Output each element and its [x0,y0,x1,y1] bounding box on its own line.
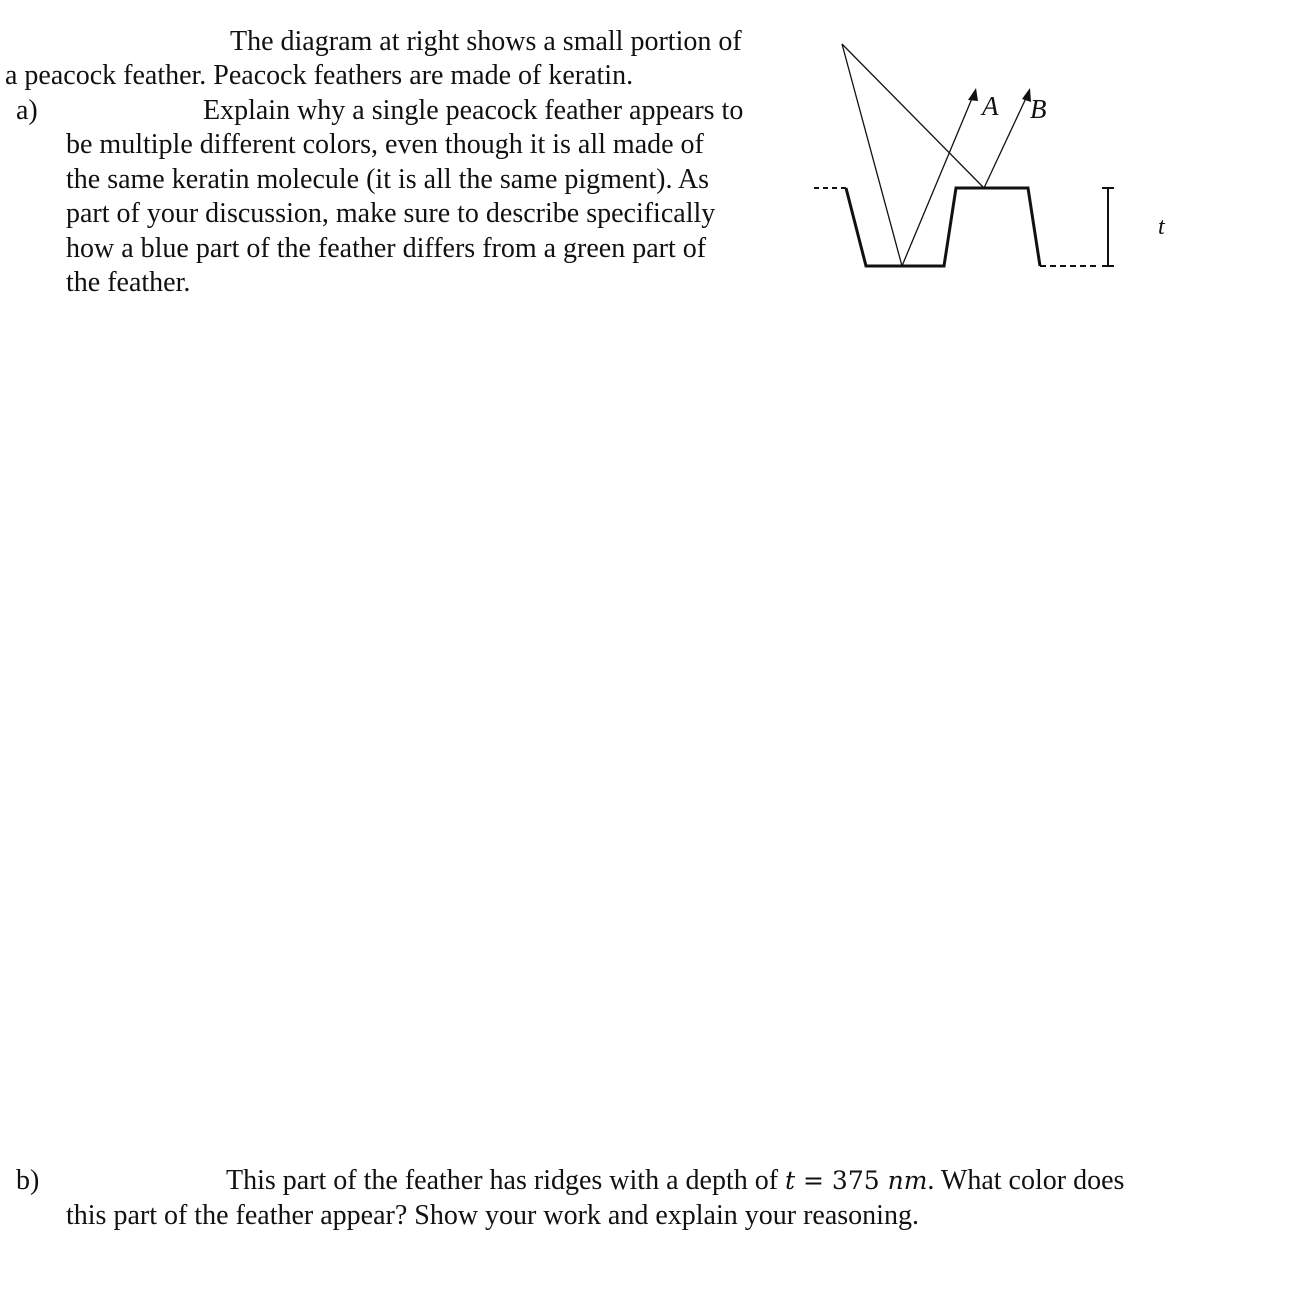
arrowhead-a [968,88,978,101]
incident-ray-1 [842,44,902,266]
part-b-label: b) [16,1165,40,1196]
part-b-question-line [226,1164,1124,1198]
depth-unit: nm [887,1166,928,1195]
part-b-text-after: . What color does [927,1165,1125,1196]
part-a-question-line: be multiple different colors, even though it is all made of [66,129,704,160]
intro-line-1: The diagram at right shows a small portion of [230,26,742,57]
depth-variable: t [785,1166,796,1195]
ray-a-label: A [982,91,999,121]
part-a-question-line: the feather. [66,267,191,298]
part-b-question-line: this part of the feather appear? Show your work and explain your reasoning. [66,1200,919,1231]
part-a-question-line: Explain why a single peacock feather appears to [203,95,744,126]
depth-label: t [1158,214,1165,240]
feather-ridge-diagram [800,30,1200,290]
ridge-profile [846,188,1040,266]
depth-value: = 375 [795,1166,888,1195]
ray-b-label: B [1030,94,1047,124]
part-a-question-line: the same keratin molecule (it is all the same pigment). As [66,164,710,195]
part-a-question-line: part of your discussion, make sure to describe specifically [66,198,716,229]
part-b-text-before: This part of the feather has ridges with a depth of [226,1165,786,1196]
intro-line-2: a peacock feather. Peacock feathers are made of keratin. [5,60,634,91]
part-a-label: a) [16,95,38,126]
depth-equation [785,1166,927,1195]
incident-ray-2 [842,44,984,188]
part-a-question-line: how a blue part of the feather differs from a green part of [66,233,707,264]
reflected-ray-a [902,96,973,266]
